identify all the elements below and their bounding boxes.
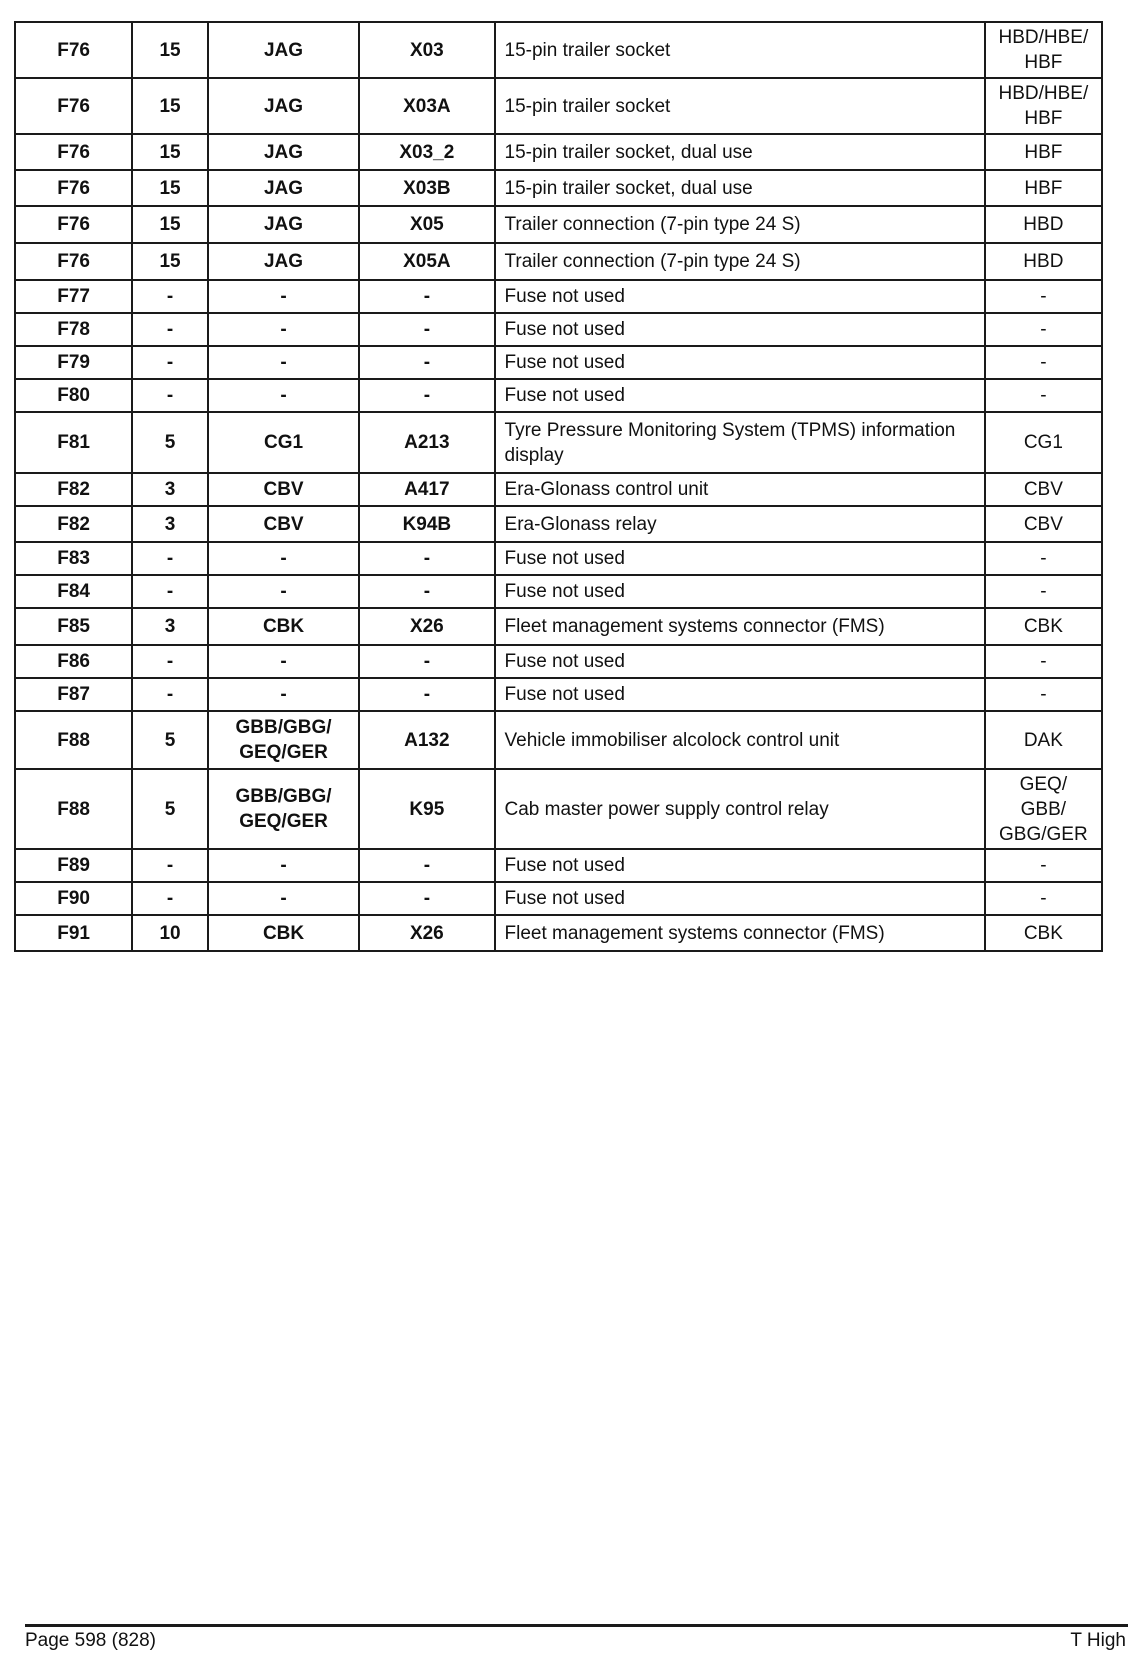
fuse-cell: F79	[15, 346, 132, 379]
component-cell: X05A	[359, 243, 494, 280]
amperage-cell: 15	[132, 206, 208, 243]
variant-code-cell: CBV	[208, 473, 359, 506]
description-cell: Era-Glonass relay	[495, 506, 985, 542]
component-cell: -	[359, 575, 494, 608]
description-cell: Vehicle immobiliser alcolock control unit	[495, 711, 985, 769]
table-row	[15, 412, 1102, 473]
component-cell: X03	[359, 22, 494, 78]
description-cell: Fuse not used	[495, 280, 985, 313]
fuse-cell: F86	[15, 645, 132, 678]
amperage-cell: 3	[132, 506, 208, 542]
table-row	[15, 769, 1102, 849]
component-cell: X03A	[359, 78, 494, 134]
component-cell: -	[359, 379, 494, 412]
description-cell: 15-pin trailer socket, dual use	[495, 170, 985, 206]
amperage-cell: 5	[132, 412, 208, 473]
amperage-cell: -	[132, 379, 208, 412]
function-code-cell: -	[985, 678, 1102, 711]
amperage-cell: -	[132, 575, 208, 608]
variant-code-cell: -	[208, 575, 359, 608]
component-cell: -	[359, 882, 494, 915]
description-cell: Fuse not used	[495, 678, 985, 711]
amperage-cell: -	[132, 645, 208, 678]
amperage-cell: -	[132, 542, 208, 575]
description-cell: Tyre Pressure Monitoring System (TPMS) information display	[495, 412, 985, 473]
fuse-table	[14, 21, 1103, 952]
function-code-cell: HBD	[985, 243, 1102, 280]
footer-rule	[25, 1624, 1128, 1627]
table-row	[15, 711, 1102, 769]
fuse-cell: F80	[15, 379, 132, 412]
amperage-cell: 5	[132, 711, 208, 769]
table-row	[15, 134, 1102, 170]
component-cell: -	[359, 313, 494, 346]
variant-code-cell: CG1	[208, 412, 359, 473]
function-code-cell: -	[985, 346, 1102, 379]
page-number: Page 598 (828)	[25, 1630, 156, 1651]
variant-code-cell: CBV	[208, 506, 359, 542]
variant-code-cell: -	[208, 678, 359, 711]
component-cell: -	[359, 678, 494, 711]
table-row	[15, 379, 1102, 412]
description-cell: 15-pin trailer socket	[495, 78, 985, 134]
amperage-cell: -	[132, 346, 208, 379]
function-code-cell: -	[985, 379, 1102, 412]
variant-code-cell: -	[208, 645, 359, 678]
function-code-cell: -	[985, 280, 1102, 313]
description-cell: Fleet management systems connector (FMS)	[495, 915, 985, 951]
fuse-cell: F77	[15, 280, 132, 313]
description-cell: 15-pin trailer socket, dual use	[495, 134, 985, 170]
amperage-cell: -	[132, 849, 208, 882]
fuse-cell: F81	[15, 412, 132, 473]
function-code-cell: -	[985, 645, 1102, 678]
description-cell: Fuse not used	[495, 849, 985, 882]
description-cell: Trailer connection (7-pin type 24 S)	[495, 206, 985, 243]
fuse-cell: F76	[15, 170, 132, 206]
function-code-cell: CBK	[985, 915, 1102, 951]
component-cell: -	[359, 645, 494, 678]
table-row	[15, 206, 1102, 243]
variant-code-cell: JAG	[208, 22, 359, 78]
table-row	[15, 243, 1102, 280]
component-cell: X03_2	[359, 134, 494, 170]
table-row	[15, 678, 1102, 711]
fuse-cell: F84	[15, 575, 132, 608]
variant-code-cell: -	[208, 346, 359, 379]
function-code-cell: HBD/HBE/ HBF	[985, 78, 1102, 134]
variant-code-cell: -	[208, 379, 359, 412]
variant-code-cell: JAG	[208, 78, 359, 134]
table-row	[15, 22, 1102, 78]
fuse-cell: F91	[15, 915, 132, 951]
description-cell: Fuse not used	[495, 379, 985, 412]
description-cell: 15-pin trailer socket	[495, 22, 985, 78]
table-row	[15, 346, 1102, 379]
table-row	[15, 313, 1102, 346]
component-cell: -	[359, 346, 494, 379]
table-row	[15, 78, 1102, 134]
variant-code-cell: -	[208, 849, 359, 882]
variant-code-cell: GBB/GBG/ GEQ/GER	[208, 769, 359, 849]
description-cell: Fuse not used	[495, 313, 985, 346]
description-cell: Trailer connection (7-pin type 24 S)	[495, 243, 985, 280]
table-row	[15, 575, 1102, 608]
table-row	[15, 849, 1102, 882]
function-code-cell: HBD	[985, 206, 1102, 243]
fuse-cell: F82	[15, 506, 132, 542]
function-code-cell: DAK	[985, 711, 1102, 769]
amperage-cell: 10	[132, 915, 208, 951]
model-name: T High	[1070, 1630, 1126, 1651]
fuse-cell: F89	[15, 849, 132, 882]
function-code-cell: CG1	[985, 412, 1102, 473]
amperage-cell: 3	[132, 608, 208, 645]
description-cell: Fuse not used	[495, 346, 985, 379]
variant-code-cell: CBK	[208, 915, 359, 951]
description-cell: Era-Glonass control unit	[495, 473, 985, 506]
function-code-cell: -	[985, 882, 1102, 915]
component-cell: -	[359, 849, 494, 882]
description-cell: Cab master power supply control relay	[495, 769, 985, 849]
fuse-cell: F85	[15, 608, 132, 645]
component-cell: -	[359, 280, 494, 313]
component-cell: A417	[359, 473, 494, 506]
variant-code-cell: JAG	[208, 243, 359, 280]
function-code-cell: HBF	[985, 134, 1102, 170]
function-code-cell: CBV	[985, 473, 1102, 506]
amperage-cell: -	[132, 678, 208, 711]
table-row	[15, 645, 1102, 678]
function-code-cell: CBV	[985, 506, 1102, 542]
table-row	[15, 608, 1102, 645]
table-row	[15, 506, 1102, 542]
fuse-cell: F76	[15, 22, 132, 78]
fuse-cell: F82	[15, 473, 132, 506]
fuse-cell: F88	[15, 769, 132, 849]
component-cell: K95	[359, 769, 494, 849]
variant-code-cell: JAG	[208, 134, 359, 170]
function-code-cell: HBD/HBE/ HBF	[985, 22, 1102, 78]
function-code-cell: GEQ/ GBB/ GBG/GER	[985, 769, 1102, 849]
variant-code-cell: -	[208, 882, 359, 915]
amperage-cell: 3	[132, 473, 208, 506]
fuse-table-body	[15, 22, 1102, 951]
component-cell: A213	[359, 412, 494, 473]
component-cell: X03B	[359, 170, 494, 206]
component-cell: K94B	[359, 506, 494, 542]
amperage-cell: 15	[132, 170, 208, 206]
variant-code-cell: JAG	[208, 206, 359, 243]
function-code-cell: -	[985, 575, 1102, 608]
variant-code-cell: JAG	[208, 170, 359, 206]
amperage-cell: 15	[132, 22, 208, 78]
amperage-cell: 15	[132, 78, 208, 134]
fuse-cell: F76	[15, 206, 132, 243]
fuse-cell: F76	[15, 78, 132, 134]
variant-code-cell: CBK	[208, 608, 359, 645]
table-row	[15, 280, 1102, 313]
component-cell: -	[359, 542, 494, 575]
fuse-cell: F87	[15, 678, 132, 711]
fuse-cell: F83	[15, 542, 132, 575]
description-cell: Fuse not used	[495, 645, 985, 678]
variant-code-cell: GBB/GBG/ GEQ/GER	[208, 711, 359, 769]
component-cell: X26	[359, 608, 494, 645]
table-row	[15, 882, 1102, 915]
description-cell: Fuse not used	[495, 542, 985, 575]
component-cell: X05	[359, 206, 494, 243]
function-code-cell: -	[985, 849, 1102, 882]
amperage-cell: -	[132, 313, 208, 346]
fuse-cell: F76	[15, 243, 132, 280]
amperage-cell: 15	[132, 134, 208, 170]
amperage-cell: 5	[132, 769, 208, 849]
fuse-cell: F90	[15, 882, 132, 915]
variant-code-cell: -	[208, 280, 359, 313]
variant-code-cell: -	[208, 313, 359, 346]
description-cell: Fleet management systems connector (FMS)	[495, 608, 985, 645]
fuse-cell: F76	[15, 134, 132, 170]
fuse-cell: F78	[15, 313, 132, 346]
function-code-cell: HBF	[985, 170, 1102, 206]
component-cell: X26	[359, 915, 494, 951]
function-code-cell: CBK	[985, 608, 1102, 645]
amperage-cell: -	[132, 882, 208, 915]
table-row	[15, 542, 1102, 575]
function-code-cell: -	[985, 313, 1102, 346]
amperage-cell: 15	[132, 243, 208, 280]
component-cell: A132	[359, 711, 494, 769]
table-row	[15, 915, 1102, 951]
description-cell: Fuse not used	[495, 882, 985, 915]
table-row	[15, 170, 1102, 206]
variant-code-cell: -	[208, 542, 359, 575]
table-row	[15, 473, 1102, 506]
fuse-cell: F88	[15, 711, 132, 769]
description-cell: Fuse not used	[495, 575, 985, 608]
function-code-cell: -	[985, 542, 1102, 575]
amperage-cell: -	[132, 280, 208, 313]
